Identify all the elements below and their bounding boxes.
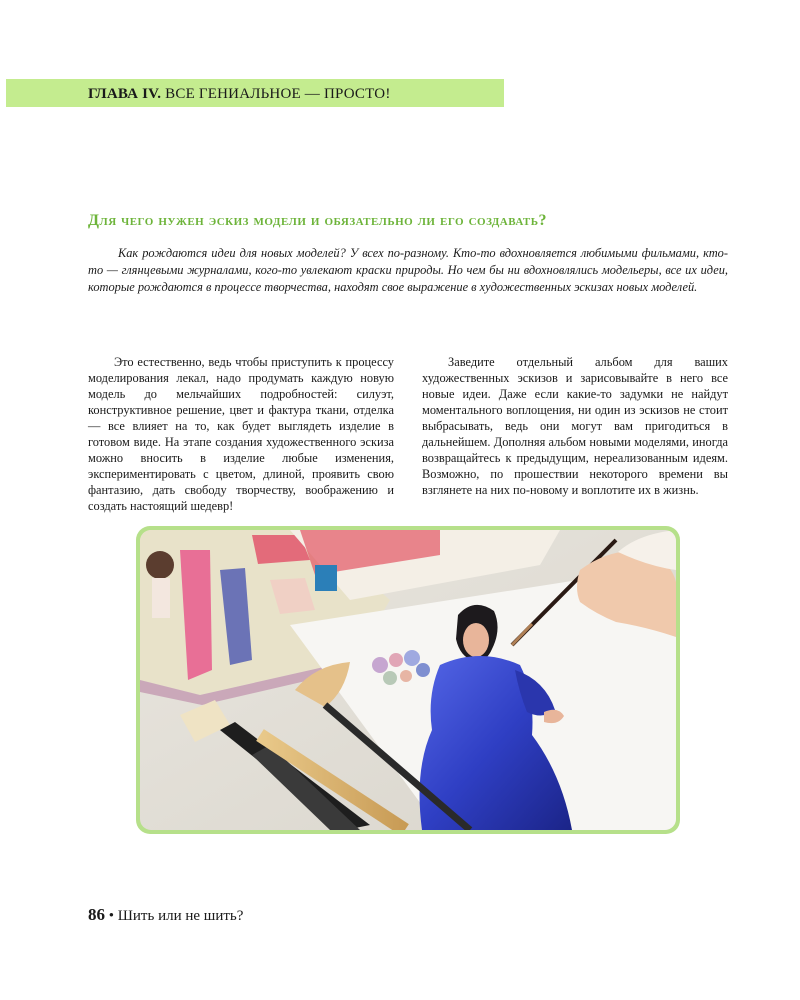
- chapter-label: ГЛАВА IV.: [88, 86, 162, 102]
- chapter-title: ВСЕ ГЕНИАЛЬНОЕ — ПРОСТО!: [165, 86, 391, 102]
- footer-bullet: •: [108, 908, 115, 924]
- section-heading: Для чего нужен эскиз модели и обязательно ли его создавать?: [88, 212, 547, 229]
- book-title: Шить или не шить?: [117, 908, 244, 924]
- body-left-paragraph: Это естественно, ведь чтобы приступить к процессу моделирования лекал, надо продумать каждую новую модель до мельчайших подробностей: силуэт, конструктивное решение, цвет и фактура ткани, отделка — все влияет на то, как будет выглядеть изделие в готовом виде. На этапе создания художественного эскиза можно вносить в изделие любые изменения, экспериментировать с цветом, длиной, проявить свою фантазию, дать свободу творчеству, воображению и создать настоящий шедевр!: [88, 355, 394, 513]
- illustration-photo-frame: [136, 526, 680, 834]
- lead-paragraph: Как рождаются идеи для новых моделей? У всех по-разному. Кто-то вдохновляется любимыми фильмами, кто-то — глянцевыми журналами, кого-то увлекают краски природы. Но чем бы ни вдохновлялись модельеры, все их идеи, которые рождаются в процессе творчества, находят свое выражение в художественных эскизах новых моделей.: [88, 246, 728, 294]
- chapter-header: [88, 85, 391, 103]
- page-footer: [88, 906, 243, 925]
- body-right-paragraph: Заведите отдельный альбом для ваших художественных эскизов и зарисовывайте в него все новые идеи. Даже если какие-то задумки не найдут моментального воплощения, ни один из эскизов не стоит выбрасывать, ведь они могут вам пригодиться в дальнейшем. Дополняя альбом новыми моделями, иногда возвращайтесь к предыдущим, нереализованным идеям. Возможно, по прошествии некоторого времени вы взглянете на них по-новому и воплотите их в жизнь.: [422, 355, 728, 497]
- page-number: 86: [88, 905, 105, 924]
- fashion-sketch-photo: [140, 530, 676, 830]
